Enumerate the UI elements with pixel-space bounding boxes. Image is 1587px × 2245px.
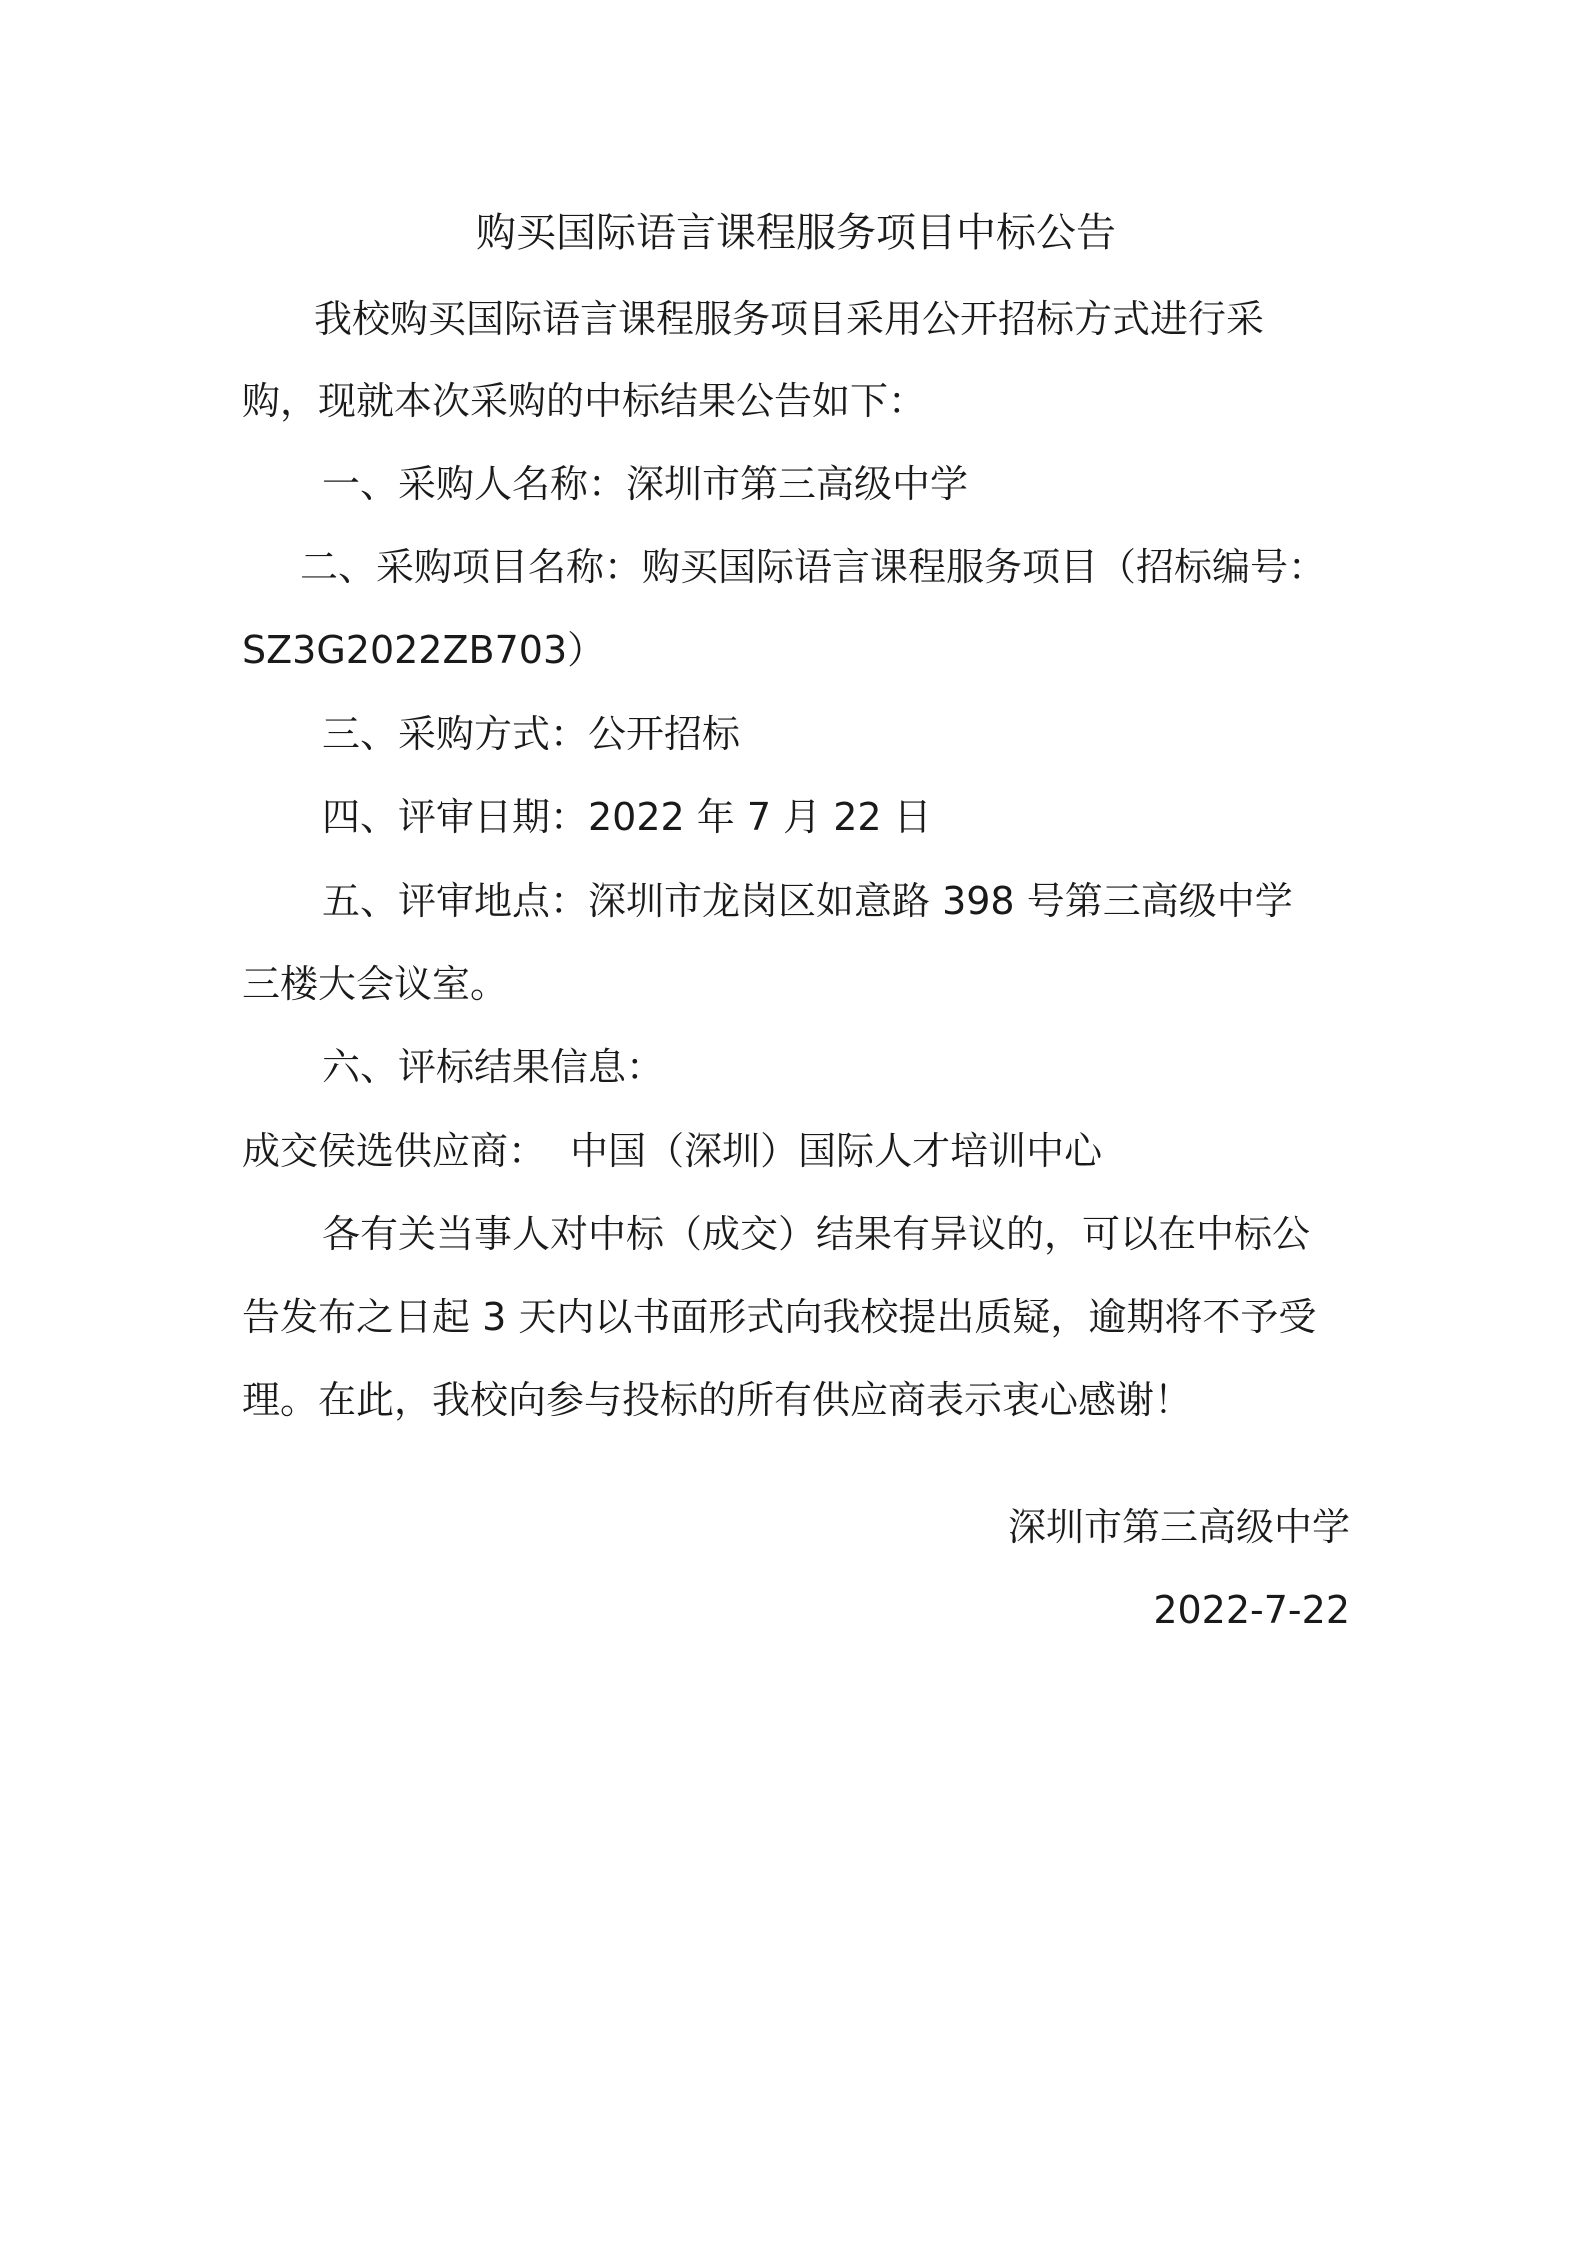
intro-line-1: 我校购买国际语言课程服务项目采用公开招标方式进行采 <box>314 297 1265 341</box>
objection-line-3: 理。在此，我校向参与投标的所有供应商表示衷心感谢！ <box>242 1378 1193 1422</box>
review-location-line-2: 三楼大会议室。 <box>242 962 509 1006</box>
signature-date: 2022-7-22 <box>1153 1588 1350 1632</box>
purchase-method: 三、采购方式：公开招标 <box>322 712 741 756</box>
review-location-line-1: 五、评审地点：深圳市龙岗区如意路 398 号第三高级中学 <box>322 879 1293 923</box>
objection-line-2: 告发布之日起 3 天内以书面形式向我校提出质疑，逾期将不予受 <box>242 1295 1317 1339</box>
signature-org: 深圳市第三高级中学 <box>1007 1505 1350 1549</box>
review-date: 四、评审日期：2022 年 7 月 22 日 <box>322 795 932 839</box>
objection-line-1: 各有关当事人对中标（成交）结果有异议的，可以在中标公 <box>322 1212 1311 1256</box>
project-name-line-2: SZ3G2022ZB703） <box>242 628 606 672</box>
intro-line-2: 购，现就本次采购的中标结果公告如下： <box>242 379 927 423</box>
purchaser-name: 一、采购人名称：深圳市第三高级中学 <box>322 462 969 506</box>
supplier-line: 成交侯选供应商： 中国（深圳）国际人才培训中心 <box>242 1129 1103 1173</box>
document-title: 购买国际语言课程服务项目中标公告 <box>476 210 1116 256</box>
project-name-line-1: 二、采购项目名称：购买国际语言课程服务项目（招标编号： <box>300 545 1327 589</box>
result-heading: 六、评标结果信息： <box>322 1045 665 1089</box>
